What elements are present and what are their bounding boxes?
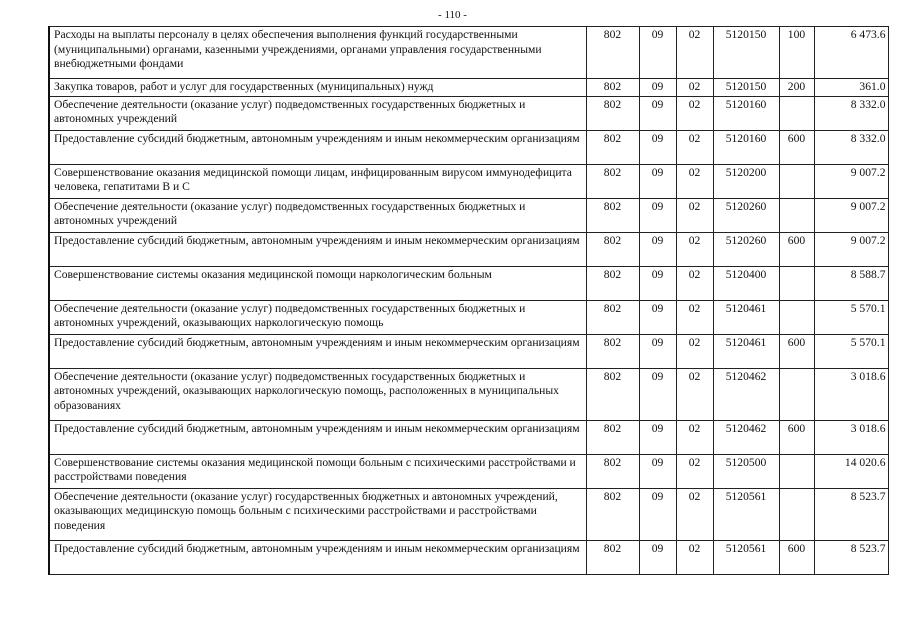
- target-article-code-cell: 5120160: [713, 96, 779, 130]
- subsection-code-cell: 02: [676, 96, 713, 130]
- target-article-code-cell: 5120461: [713, 334, 779, 368]
- amount-cell: 9 007.2: [814, 164, 888, 198]
- expense-type-code-cell: [779, 368, 814, 420]
- section-code-cell: 09: [639, 420, 676, 454]
- expense-name-cell: Предоставление субсидий бюджетным, автономным учреждениям и иным некоммерческим организациям: [49, 334, 586, 368]
- expense-name-cell: Предоставление субсидий бюджетным, автономным учреждениям и иным некоммерческим организациям: [49, 540, 586, 574]
- department-code-cell: 802: [586, 198, 639, 232]
- section-code-cell: 09: [639, 27, 676, 79]
- table-row: [49, 540, 888, 574]
- subsection-code-cell: 02: [676, 130, 713, 164]
- target-article-code-cell: 5120561: [713, 488, 779, 540]
- subsection-code-cell: 02: [676, 266, 713, 300]
- subsection-code-cell: 02: [676, 27, 713, 79]
- subsection-code-cell: 02: [676, 420, 713, 454]
- department-code-cell: 802: [586, 488, 639, 540]
- department-code-cell: 802: [586, 334, 639, 368]
- expense-type-code-cell: [779, 164, 814, 198]
- section-code-cell: 09: [639, 198, 676, 232]
- section-code-cell: 09: [639, 96, 676, 130]
- table-body: [49, 27, 888, 575]
- department-code-cell: 802: [586, 130, 639, 164]
- target-article-code-cell: 5120160: [713, 130, 779, 164]
- table-row: [49, 79, 888, 97]
- amount-cell: 5 570.1: [814, 334, 888, 368]
- amount-cell: 8 332.0: [814, 96, 888, 130]
- budget-table: [48, 26, 889, 575]
- subsection-code-cell: 02: [676, 488, 713, 540]
- table-row: [49, 130, 888, 164]
- expense-type-code-cell: [779, 488, 814, 540]
- expense-type-code-cell: 200: [779, 79, 814, 97]
- department-code-cell: 802: [586, 232, 639, 266]
- expense-name-cell: Обеспечение деятельности (оказание услуг) подведомственных государственных бюджетных и автономных учреждений, оказывающих наркологическую помощь: [49, 300, 586, 334]
- target-article-code-cell: 5120150: [713, 27, 779, 79]
- expense-type-code-cell: 600: [779, 130, 814, 164]
- department-code-cell: 802: [586, 96, 639, 130]
- subsection-code-cell: 02: [676, 79, 713, 97]
- expense-type-code-cell: [779, 96, 814, 130]
- department-code-cell: 802: [586, 368, 639, 420]
- table-row: [49, 334, 888, 368]
- page-number: - 110 -: [438, 9, 467, 21]
- section-code-cell: 09: [639, 488, 676, 540]
- amount-cell: 9 007.2: [814, 198, 888, 232]
- target-article-code-cell: 5120500: [713, 454, 779, 488]
- section-code-cell: 09: [639, 334, 676, 368]
- expense-type-code-cell: [779, 454, 814, 488]
- table-row: [49, 232, 888, 266]
- table-row: [49, 420, 888, 454]
- section-code-cell: 09: [639, 164, 676, 198]
- department-code-cell: 802: [586, 266, 639, 300]
- expense-name-cell: Расходы на выплаты персоналу в целях обеспечения выполнения функций государственными (муниципальными) органами, казенными учреждениями, органами управления государственными внебюджетными фондами: [49, 27, 586, 79]
- target-article-code-cell: 5120462: [713, 368, 779, 420]
- expense-name-cell: Совершенствование системы оказания медицинской помощи наркологическим больным: [49, 266, 586, 300]
- section-code-cell: 09: [639, 454, 676, 488]
- table-row: [49, 198, 888, 232]
- department-code-cell: 802: [586, 79, 639, 97]
- target-article-code-cell: 5120260: [713, 198, 779, 232]
- amount-cell: 14 020.6: [814, 454, 888, 488]
- amount-cell: 5 570.1: [814, 300, 888, 334]
- amount-cell: 8 523.7: [814, 540, 888, 574]
- expense-name-cell: Обеспечение деятельности (оказание услуг) подведомственных государственных бюджетных и автономных учреждений, оказывающих наркологическую помощь, расположенных в муниципальных образованиях: [49, 368, 586, 420]
- table-row: [49, 27, 888, 79]
- table-row: [49, 368, 888, 420]
- subsection-code-cell: 02: [676, 198, 713, 232]
- table-row: [49, 266, 888, 300]
- expense-type-code-cell: 600: [779, 334, 814, 368]
- target-article-code-cell: 5120260: [713, 232, 779, 266]
- subsection-code-cell: 02: [676, 454, 713, 488]
- department-code-cell: 802: [586, 27, 639, 79]
- department-code-cell: 802: [586, 164, 639, 198]
- expense-name-cell: Совершенствование системы оказания медицинской помощи больным с психическими расстройствами и расстройствами поведения: [49, 454, 586, 488]
- table-row: [49, 488, 888, 540]
- expense-name-cell: Закупка товаров, работ и услуг для государственных (муниципальных) нужд: [49, 79, 586, 97]
- table-row: [49, 300, 888, 334]
- expense-name-cell: Обеспечение деятельности (оказание услуг) подведомственных государственных бюджетных и автономных учреждений: [49, 96, 586, 130]
- expense-type-code-cell: 600: [779, 540, 814, 574]
- expense-name-cell: Обеспечение деятельности (оказание услуг) государственных бюджетных и автономных учреждений, оказывающих медицинскую помощь больным с психическими расстройствами и расстройствами поведения: [49, 488, 586, 540]
- table-row: [49, 454, 888, 488]
- section-code-cell: 09: [639, 79, 676, 97]
- expense-type-code-cell: [779, 198, 814, 232]
- target-article-code-cell: 5120400: [713, 266, 779, 300]
- table-row: [49, 164, 888, 198]
- expense-name-cell: Предоставление субсидий бюджетным, автономным учреждениям и иным некоммерческим организациям: [49, 130, 586, 164]
- subsection-code-cell: 02: [676, 540, 713, 574]
- department-code-cell: 802: [586, 454, 639, 488]
- amount-cell: 8 332.0: [814, 130, 888, 164]
- target-article-code-cell: 5120200: [713, 164, 779, 198]
- section-code-cell: 09: [639, 540, 676, 574]
- expense-name-cell: Предоставление субсидий бюджетным, автономным учреждениям и иным некоммерческим организациям: [49, 232, 586, 266]
- expense-type-code-cell: [779, 300, 814, 334]
- expense-name-cell: Совершенствование оказания медицинской помощи лицам, инфицированным вирусом иммунодефицита человека, гепатитами В и С: [49, 164, 586, 198]
- department-code-cell: 802: [586, 540, 639, 574]
- amount-cell: 3 018.6: [814, 368, 888, 420]
- target-article-code-cell: 5120561: [713, 540, 779, 574]
- amount-cell: 3 018.6: [814, 420, 888, 454]
- subsection-code-cell: 02: [676, 368, 713, 420]
- subsection-code-cell: 02: [676, 334, 713, 368]
- expense-type-code-cell: [779, 266, 814, 300]
- expense-name-cell: Предоставление субсидий бюджетным, автономным учреждениям и иным некоммерческим организациям: [49, 420, 586, 454]
- table-row: [49, 96, 888, 130]
- amount-cell: 9 007.2: [814, 232, 888, 266]
- subsection-code-cell: 02: [676, 232, 713, 266]
- amount-cell: 8 523.7: [814, 488, 888, 540]
- department-code-cell: 802: [586, 420, 639, 454]
- expense-type-code-cell: 600: [779, 420, 814, 454]
- expense-name-cell: Обеспечение деятельности (оказание услуг) подведомственных государственных бюджетных и автономных учреждений: [49, 198, 586, 232]
- department-code-cell: 802: [586, 300, 639, 334]
- subsection-code-cell: 02: [676, 300, 713, 334]
- section-code-cell: 09: [639, 266, 676, 300]
- amount-cell: 361.0: [814, 79, 888, 97]
- expense-type-code-cell: 100: [779, 27, 814, 79]
- target-article-code-cell: 5120461: [713, 300, 779, 334]
- section-code-cell: 09: [639, 300, 676, 334]
- expense-type-code-cell: 600: [779, 232, 814, 266]
- amount-cell: 8 588.7: [814, 266, 888, 300]
- section-code-cell: 09: [639, 232, 676, 266]
- section-code-cell: 09: [639, 130, 676, 164]
- target-article-code-cell: 5120150: [713, 79, 779, 97]
- subsection-code-cell: 02: [676, 164, 713, 198]
- amount-cell: 6 473.6: [814, 27, 888, 79]
- target-article-code-cell: 5120462: [713, 420, 779, 454]
- section-code-cell: 09: [639, 368, 676, 420]
